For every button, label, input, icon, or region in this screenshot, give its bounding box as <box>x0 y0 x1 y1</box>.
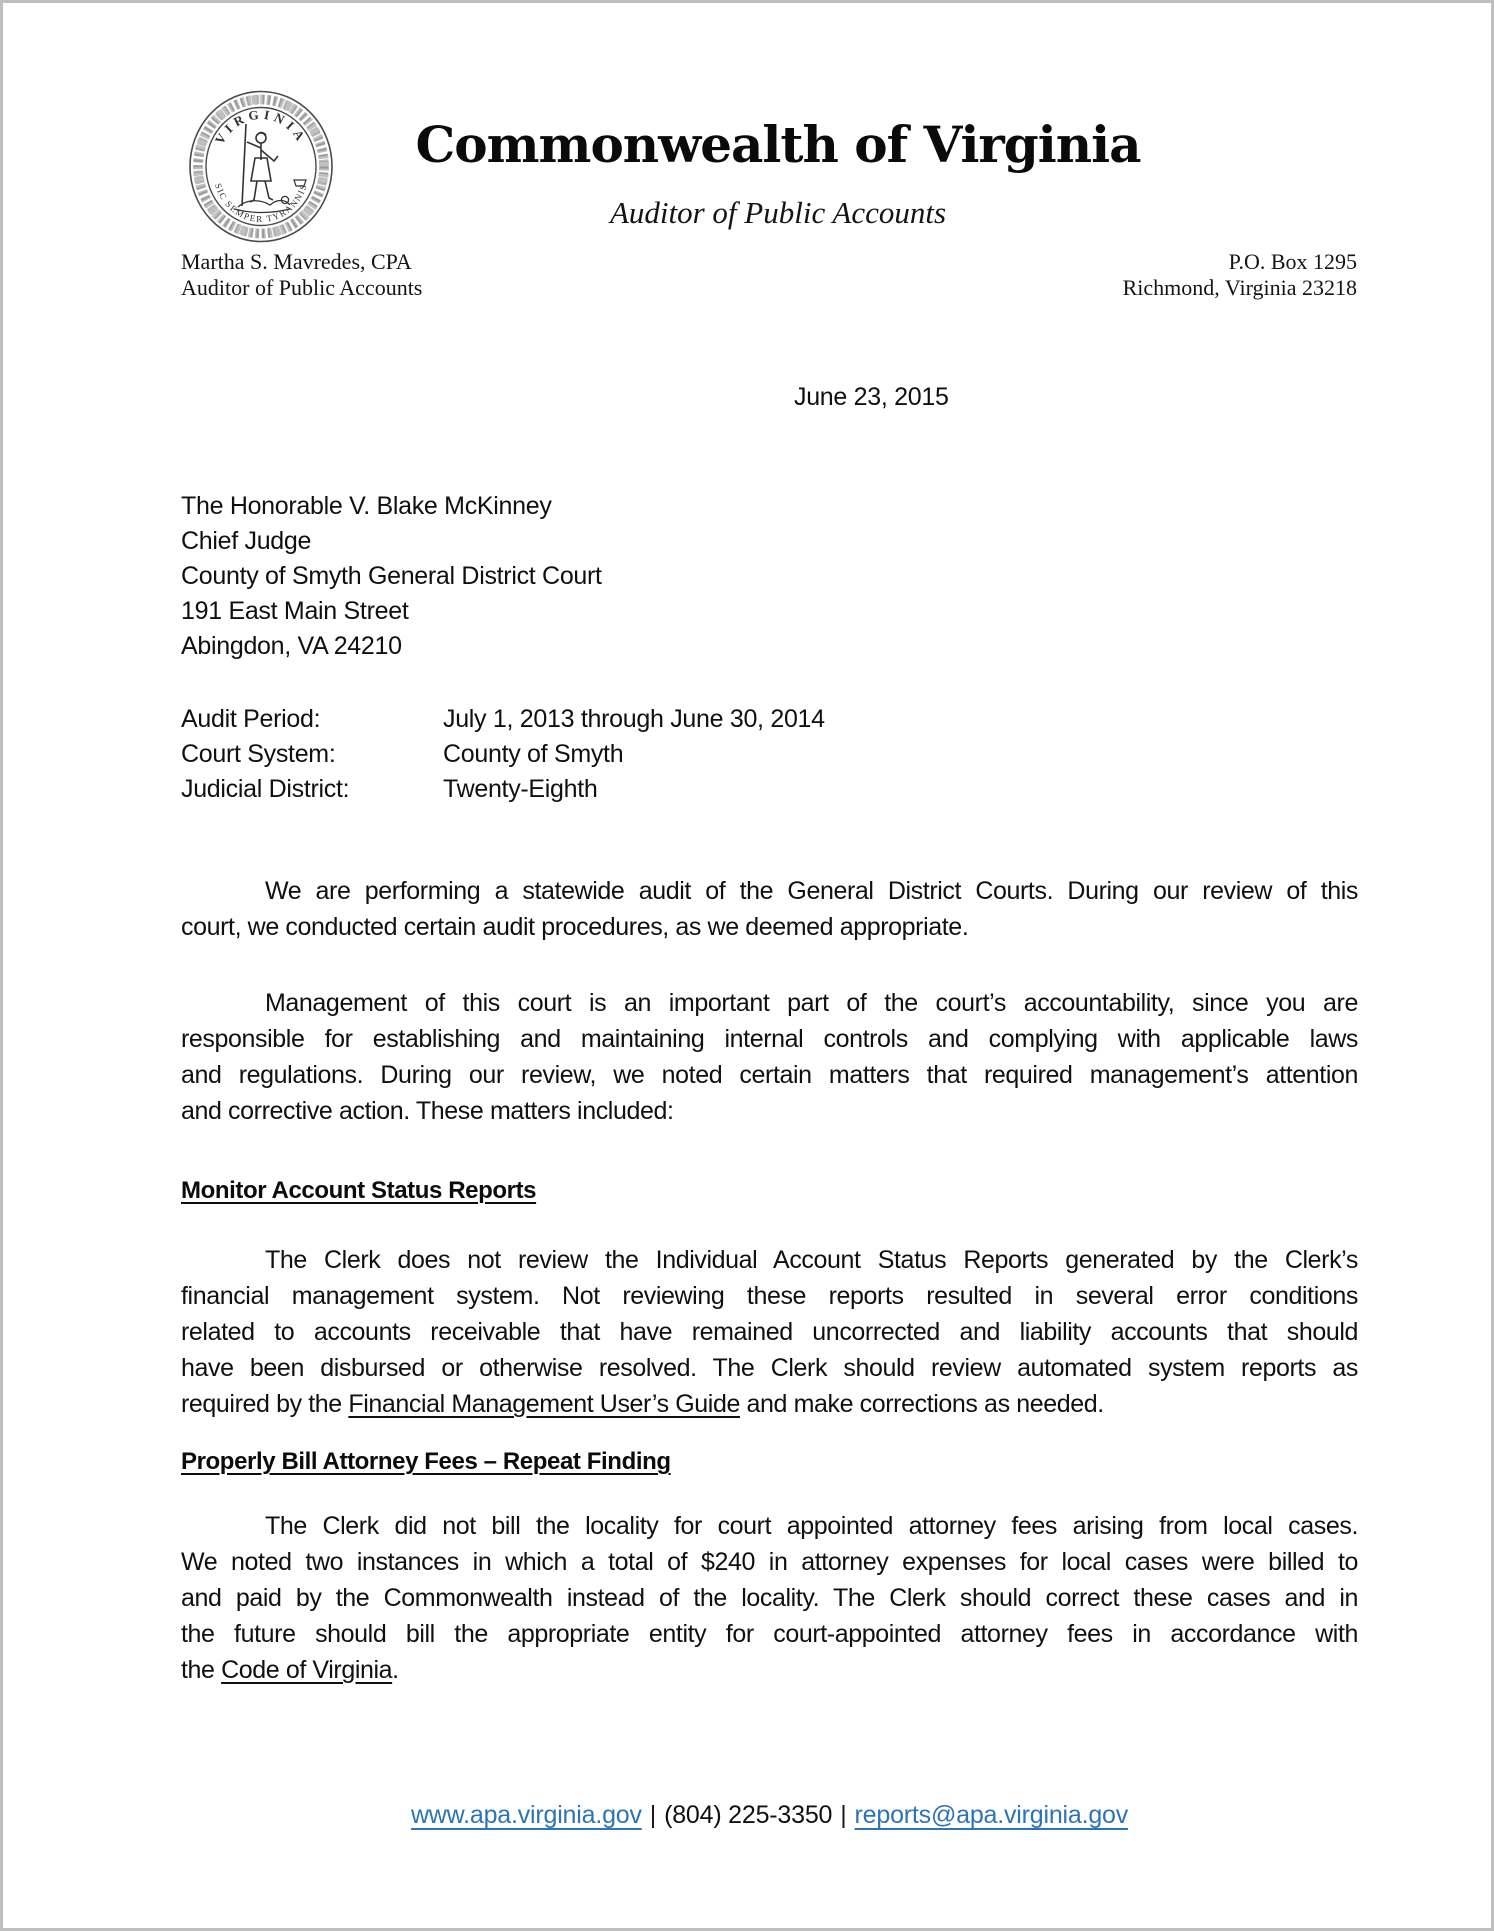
paragraph-line: We are performing a statewide audit of the General District Courts. During our review of this <box>265 877 1358 905</box>
paragraph-line <box>181 1652 1358 1688</box>
management-paragraph <box>181 985 1358 1129</box>
paragraph-line: responsible for establishing and maintaining internal controls and complying with applicable laws <box>181 1025 1358 1053</box>
seal-bottom-text: SIC SEMPER TYRANNIS <box>212 182 310 225</box>
paragraph-line: The Clerk did not bill the locality for court appointed attorney fees arising from local cases. <box>265 1512 1358 1540</box>
paragraph-line: and regulations. During our review, we noted certain matters that required management’s attention <box>181 1061 1358 1089</box>
letterhead-title: Commonwealth of Virginia <box>415 115 1141 174</box>
virginia-state-seal <box>186 88 336 245</box>
phone-number: (804) 225-3350 <box>664 1801 833 1829</box>
audit-period-value: July 1, 2013 through June 30, 2014 <box>443 705 825 733</box>
text-segment: the <box>181 1656 222 1684</box>
website-link[interactable]: www.apa.virginia.gov <box>410 1801 642 1829</box>
official-title: Auditor of Public Accounts <box>181 275 423 300</box>
judicial-district-value: Twenty-Eighth <box>443 775 598 803</box>
recipient-block <box>181 489 602 664</box>
judicial-district-row <box>181 772 825 807</box>
svg-text:SIC SEMPER TYRANNIS <box>213 182 309 224</box>
letterhead-official-block <box>181 249 422 301</box>
footer-separator: | <box>649 1801 657 1829</box>
po-box-line: P.O. Box 1295 <box>1228 249 1357 274</box>
paragraph-line: related to accounts receivable that have remained uncorrected and liability accounts that should <box>181 1318 1358 1346</box>
court-system-label: Court System: <box>181 740 336 768</box>
finding-heading-monitor-account-status-reports: Monitor Account Status Reports <box>181 1177 537 1204</box>
letter-date: June 23, 2015 <box>794 383 949 411</box>
finding-2-paragraph <box>181 1508 1358 1688</box>
audit-period-row <box>181 702 825 737</box>
recipient-name: The Honorable V. Blake McKinney <box>181 492 552 520</box>
finding-heading-properly-bill-attorney-fees: Properly Bill Attorney Fees – Repeat Finding <box>181 1448 671 1475</box>
audit-details <box>181 702 825 807</box>
paragraph-line: The Clerk does not review the Individual Account Status Reports generated by the Clerk’s <box>265 1246 1358 1274</box>
paragraph-line: and corrective action. These matters included: <box>181 1097 674 1125</box>
paragraph-line: and paid by the Commonwealth instead of the locality. The Clerk should correct these cases and in <box>181 1584 1358 1612</box>
city-state-zip-line: Richmond, Virginia 23218 <box>1122 275 1357 300</box>
official-name: Martha S. Mavredes, CPA <box>181 249 412 274</box>
audit-period-label: Audit Period: <box>181 705 321 733</box>
paragraph-line: have been disbursed or otherwise resolved. The Clerk should review automated system reports as <box>181 1354 1358 1382</box>
recipient-street: 191 East Main Street <box>181 597 409 625</box>
seal-top-text: VIRGINIA <box>211 106 311 147</box>
underlined-reference-code-of-virginia: Code of Virginia <box>221 1656 393 1684</box>
letterhead-subtitle: Auditor of Public Accounts <box>609 195 947 230</box>
text-segment: required by the <box>181 1390 349 1418</box>
paragraph-line: financial management system. Not reviewing these reports resulted in several error conditions <box>181 1282 1358 1310</box>
intro-paragraph <box>181 873 1358 945</box>
recipient-title: Chief Judge <box>181 527 312 555</box>
text-segment: and make corrections as needed. <box>739 1390 1104 1418</box>
text-segment: . <box>392 1656 399 1684</box>
virginia-seal-graphic <box>186 88 336 245</box>
footer-separator: | <box>840 1801 847 1829</box>
paragraph-line: the future should bill the appropriate entity for court-appointed attorney fees in accordance with <box>181 1620 1358 1648</box>
judicial-district-label: Judicial District: <box>181 775 350 803</box>
recipient-city: Abingdon, VA 24210 <box>181 632 402 660</box>
paragraph-line <box>181 1386 1358 1422</box>
paragraph-line: We noted two instances in which a total of $240 in attorney expenses for local cases were billed to <box>181 1548 1358 1576</box>
court-system-row <box>181 737 825 772</box>
recipient-court: County of Smyth General District Court <box>181 562 602 590</box>
court-system-value: County of Smyth <box>443 740 624 768</box>
finding-1-paragraph <box>181 1242 1358 1422</box>
paragraph-line: Management of this court is an important part of the court’s accountability, since you are <box>265 989 1358 1017</box>
footer-contact-line <box>181 1801 1358 1830</box>
email-link[interactable]: reports@apa.virginia.gov <box>854 1801 1129 1829</box>
underlined-reference-financial-management-users-guide: Financial Management User’s Guide <box>348 1390 740 1418</box>
paragraph-line: court, we conducted certain audit procedures, as we deemed appropriate. <box>181 913 969 941</box>
letterhead-address-block <box>1123 249 1357 301</box>
